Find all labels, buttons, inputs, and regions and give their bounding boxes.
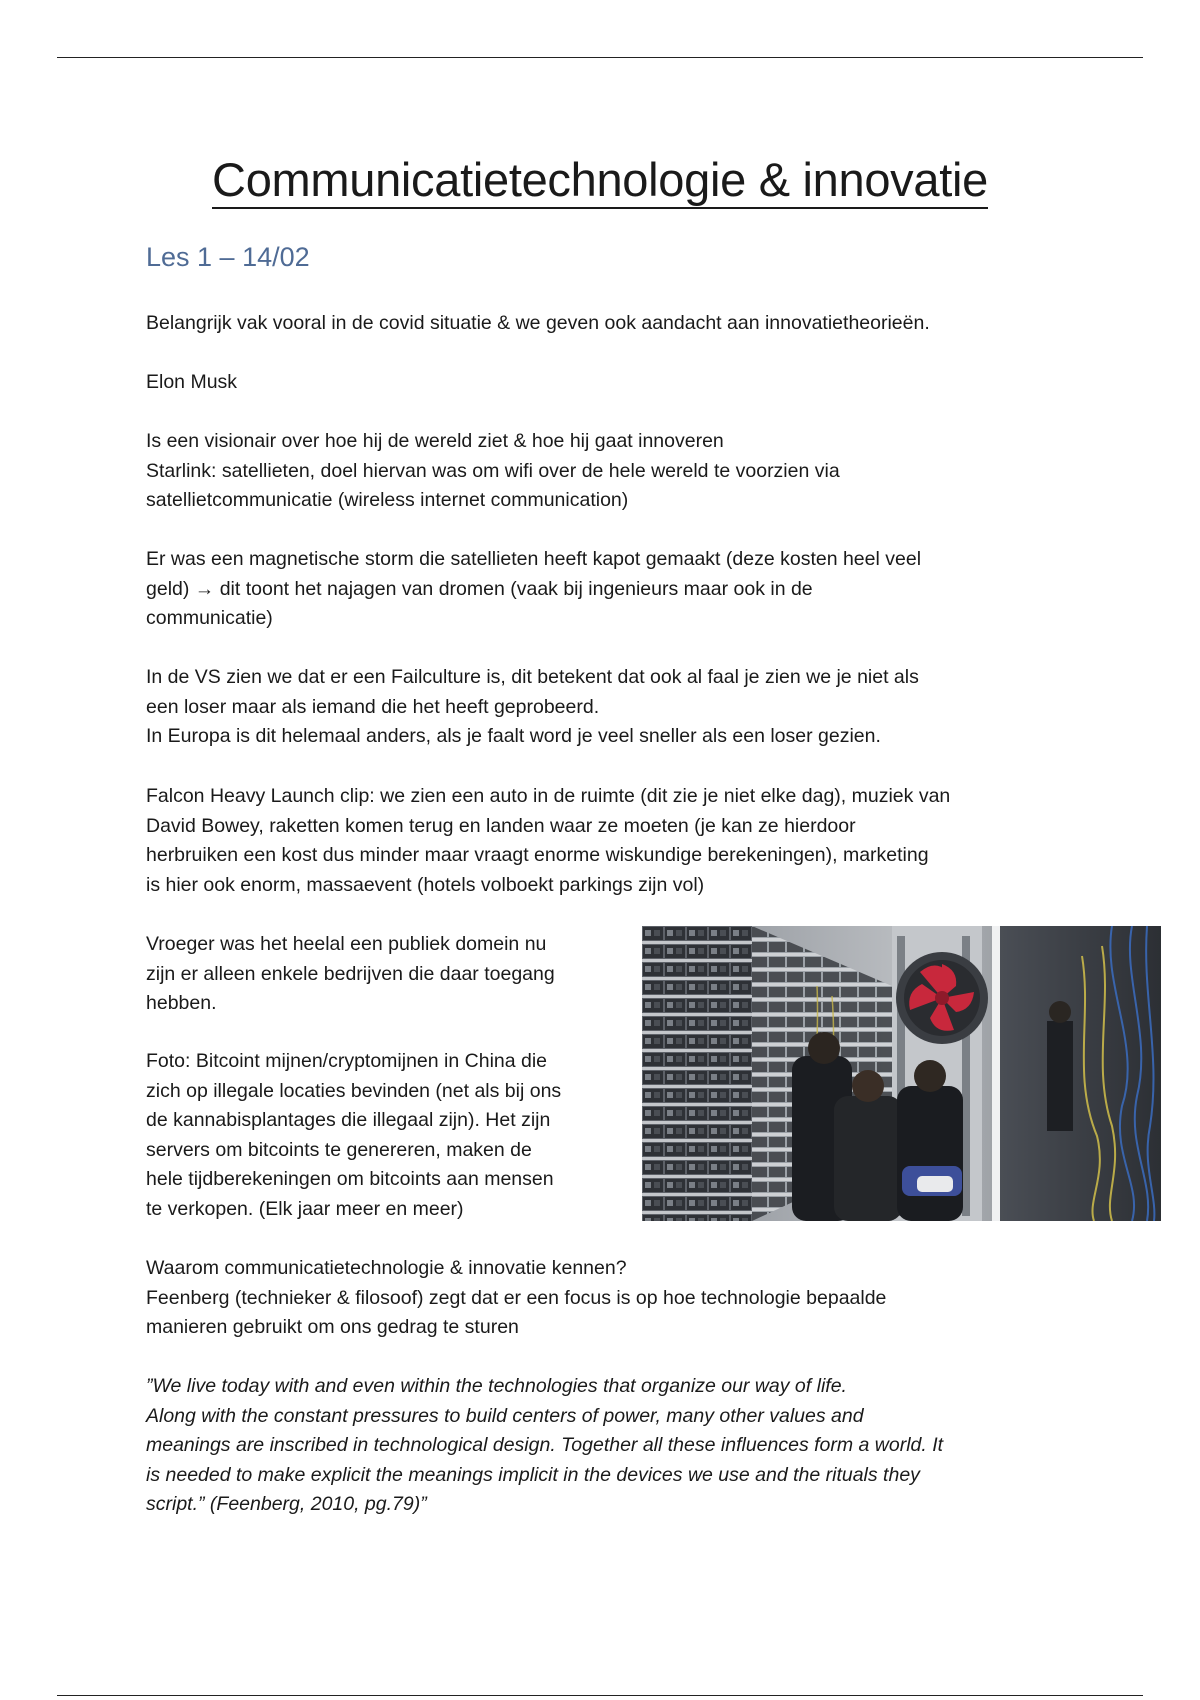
text-line: meanings are inscribed in technological design. Together all these influences form a world. It: [146, 1434, 944, 1456]
text-line: is needed to make explicit the meanings implicit in the devices we use and the rituals they: [146, 1463, 920, 1486]
text-line: Er was een magnetische storm die satellieten heeft kapot gemaakt (deze kosten heel veel: [146, 548, 922, 570]
paragraph-why-study: [146, 1254, 1066, 1343]
text-line: Vroeger was het heelal een publiek domein nu: [146, 933, 547, 955]
text-line: satellietcommunicatie (wireless internet communication): [146, 489, 629, 511]
text-line: Along with the constant pressures to build centers of power, many other values and: [146, 1404, 864, 1427]
text-line: ”We live today with and even within the technologies that organize our way of life.: [146, 1375, 847, 1397]
bitcoin-mining-farm-photo: [642, 926, 1161, 1221]
text-line: Foto: Bitcoint mijnen/cryptomijnen in China die: [146, 1050, 548, 1072]
text-line: In de VS zien we dat er een Failculture is, dit betekent dat ook al faal je zien we je niet als: [146, 666, 919, 688]
text-line: te verkopen. (Elk jaar meer en meer): [146, 1197, 464, 1220]
paragraph-intro: [146, 309, 1066, 339]
text-line: Starlink: satellieten, doel hiervan was om wifi over de hele wereld te voorzien via: [146, 459, 840, 482]
text-line: script.” (Feenberg, 2010, pg.79)”: [146, 1493, 427, 1515]
paragraph-photo-caption: [146, 1047, 626, 1224]
text-line: In Europa is dit helemaal anders, als je faalt word je veel sneller als een loser gezien.: [146, 725, 881, 747]
text-line: Feenberg (technieker & filosoof) zegt dat er een focus is op hoe technologie bepaalde: [146, 1286, 887, 1309]
text-line: servers om bitcoints te genereren, maken de: [146, 1138, 532, 1161]
text-line: een loser maar als iemand die het heeft geprobeerd.: [146, 695, 600, 718]
text-line: Belangrijk vak vooral in de covid situatie & we geven ook aandacht aan innovatietheorieën.: [146, 312, 930, 334]
paragraph-magnetic-storm: [146, 545, 1066, 634]
text-line: is hier ook enorm, massaevent (hotels volboekt parkings zijn vol): [146, 873, 705, 896]
text-line: Is een visionair over hoe hij de wereld ziet & hoe hij gaat innoveren: [146, 430, 724, 452]
paragraph-elon-musk: [146, 368, 1066, 398]
paragraph-starlink: [146, 427, 1066, 516]
paragraph-heelal: [146, 930, 626, 1019]
photo-illustration: [642, 926, 1161, 1221]
text-line: communicatie): [146, 607, 273, 629]
text-line: zich op illegale locaties bevinden (net als bij ons: [146, 1079, 562, 1102]
text-line: manieren gebruikt om ons gedrag te sturen: [146, 1316, 519, 1338]
bottom-rule: [57, 1695, 1143, 1696]
text-line: Elon Musk: [146, 371, 238, 393]
text-line: Falcon Heavy Launch clip: we zien een auto in de ruimte (dit zie je niet elke dag), muziek van: [146, 785, 951, 807]
paragraph-failculture: [146, 663, 1066, 752]
text-line: David Bowey, raketten komen terug en landen waar ze moeten (je kan ze hierdoor: [146, 814, 856, 837]
text-line: geld) → dit toont het najagen van dromen (vaak bij ingenieurs maar ook in de: [146, 577, 813, 600]
text-line: herbruiken een kost dus minder maar vraagt enorme wiskundige berekeningen), marketing: [146, 844, 929, 866]
text-line: zijn er alleen enkele bedrijven die daar toegang: [146, 962, 555, 985]
feenberg-quote: [146, 1372, 1066, 1520]
paragraph-falcon-heavy: [146, 782, 1066, 900]
text-line: hebben.: [146, 992, 217, 1014]
text-line: hele tijdberekeningen om bitcoints aan mensen: [146, 1168, 554, 1190]
top-rule: [57, 57, 1143, 58]
text-line: de kannabisplantages die illegaal zijn). Het zijn: [146, 1109, 551, 1131]
text-line: Waarom communicatietechnologie & innovatie kennen?: [146, 1257, 627, 1279]
document-title: Communicatietechnologie & innovatie: [0, 150, 1200, 210]
lesson-heading: Les 1 – 14/02: [146, 242, 310, 272]
